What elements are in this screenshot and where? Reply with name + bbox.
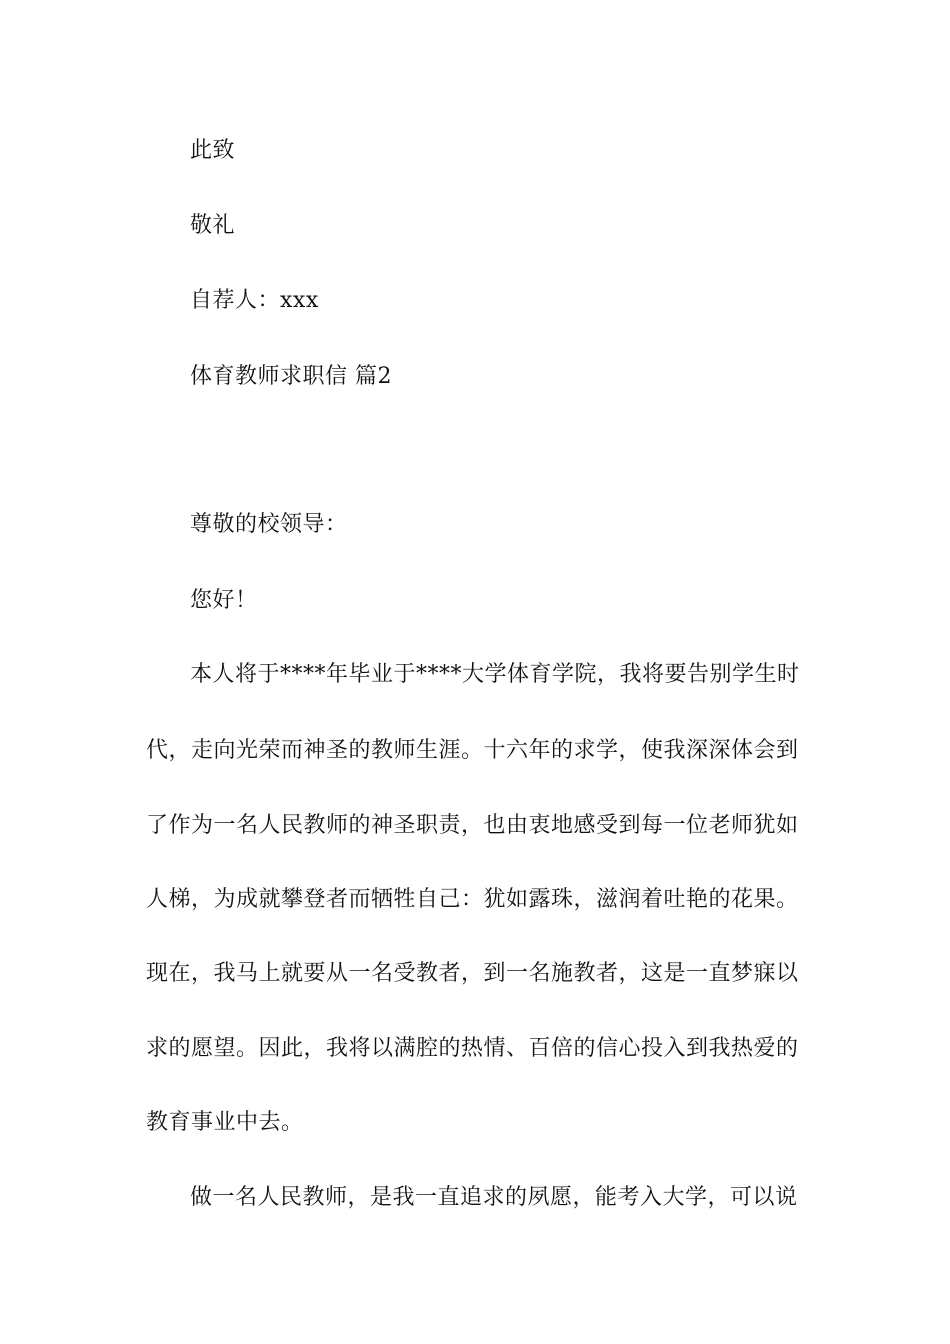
signature-line: 自荐人：xxx [190,288,319,313]
closing-regards: 敬礼 [190,213,236,238]
letter-greeting: 尊敬的校领导： [190,512,348,537]
paragraph-1-line-5: 现在，我马上就要从一名受教者，到一名施教者，这是一直梦寐以 [146,961,799,986]
paragraph-2-line-1: 做一名人民教师，是我一直追求的夙愿，能考入大学，可以说 [190,1185,798,1210]
paragraph-1-line-4: 人梯，为成就攀登者而牺牲自己：犹如露珠，滋润着吐艳的花果。 [146,887,799,912]
paragraph-1-line-6: 求的愿望。因此，我将以满腔的热情、百倍的信心投入到我热爱的 [146,1036,799,1061]
letter-hello: 您好！ [190,588,258,613]
paragraph-1-line-2: 代，走向光荣而神圣的教师生涯。十六年的求学，使我深深体会到 [146,738,799,763]
closing-salutation: 此致 [190,138,236,163]
paragraph-1-line-7: 教育事业中去。 [146,1110,304,1135]
paragraph-1-line-1: 本人将于****年毕业于****大学体育学院，我将要告别学生时 [190,662,800,687]
paragraph-1-line-3: 了作为一名人民教师的神圣职责，也由衷地感受到每一位老师犹如 [146,813,799,838]
section-title: 体育教师求职信 篇2 [190,364,392,389]
